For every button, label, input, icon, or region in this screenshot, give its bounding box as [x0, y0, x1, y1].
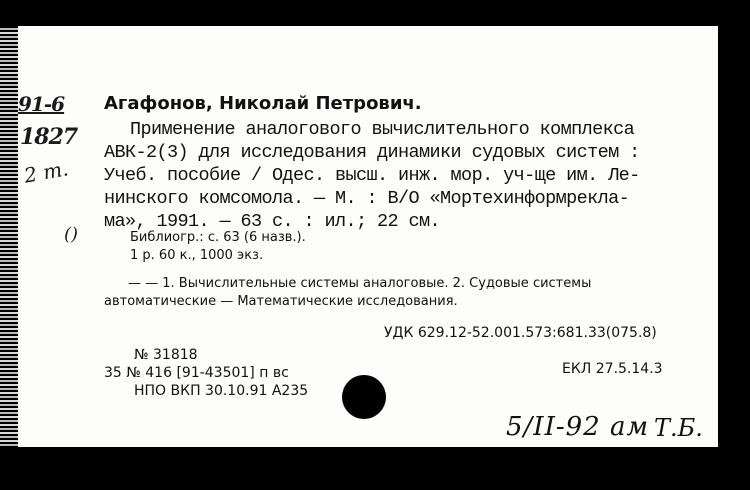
description-line: нинского комсомола. — М. : В/О «Мортехинформреклa- [104, 188, 630, 209]
scanner-edge-strip [0, 26, 18, 447]
order-number: 35 № 416 [91-43501] п вс [104, 365, 289, 381]
title-description [104, 118, 664, 233]
price-copies: 1 р. 60 к., 1000 экз. [130, 248, 264, 263]
record-number: № 31818 [134, 347, 198, 363]
punch-hole [342, 375, 386, 419]
handwritten-shelfmark-number: 1827 [20, 124, 78, 150]
description-line: АВК-2(3) для исследования динамики судовых систем : [104, 142, 640, 163]
author-heading: Агафонов, Николай Петрович. [104, 93, 422, 114]
npo-imprint: НПО ВКП 30.10.91 А235 [134, 383, 309, 399]
ekl-code: ЕКЛ 27.5.14.3 [562, 361, 663, 377]
handwritten-date: 5/II-92 ам [506, 412, 650, 442]
handwritten-shelfmark-top: 91-6 [18, 92, 65, 116]
udc-code: УДК 629.12-52.001.573:681.33(075.8) [384, 325, 657, 341]
handwritten-note-b: () [64, 224, 79, 245]
description-line: ма», 1991. — 63 с. : ил.; 22 см. [104, 211, 441, 232]
handwritten-note-a: 2 т. [22, 156, 71, 188]
description-line: Учеб. пособие / Одес. высш. инж. мор. уч-ще им. Ле- [104, 165, 640, 186]
subjects-line: автоматические — Математические исследования. [104, 294, 458, 309]
bibliography-note: Библиогр.: с. 63 (6 назв.). [130, 230, 306, 245]
description-line: Применение аналогового вычислительного комплекса [130, 119, 635, 140]
subjects-line: — — 1. Вычислительные системы аналоговые. 2. Судовые системы [128, 276, 592, 291]
handwritten-initials: Т.Б. [654, 414, 703, 442]
